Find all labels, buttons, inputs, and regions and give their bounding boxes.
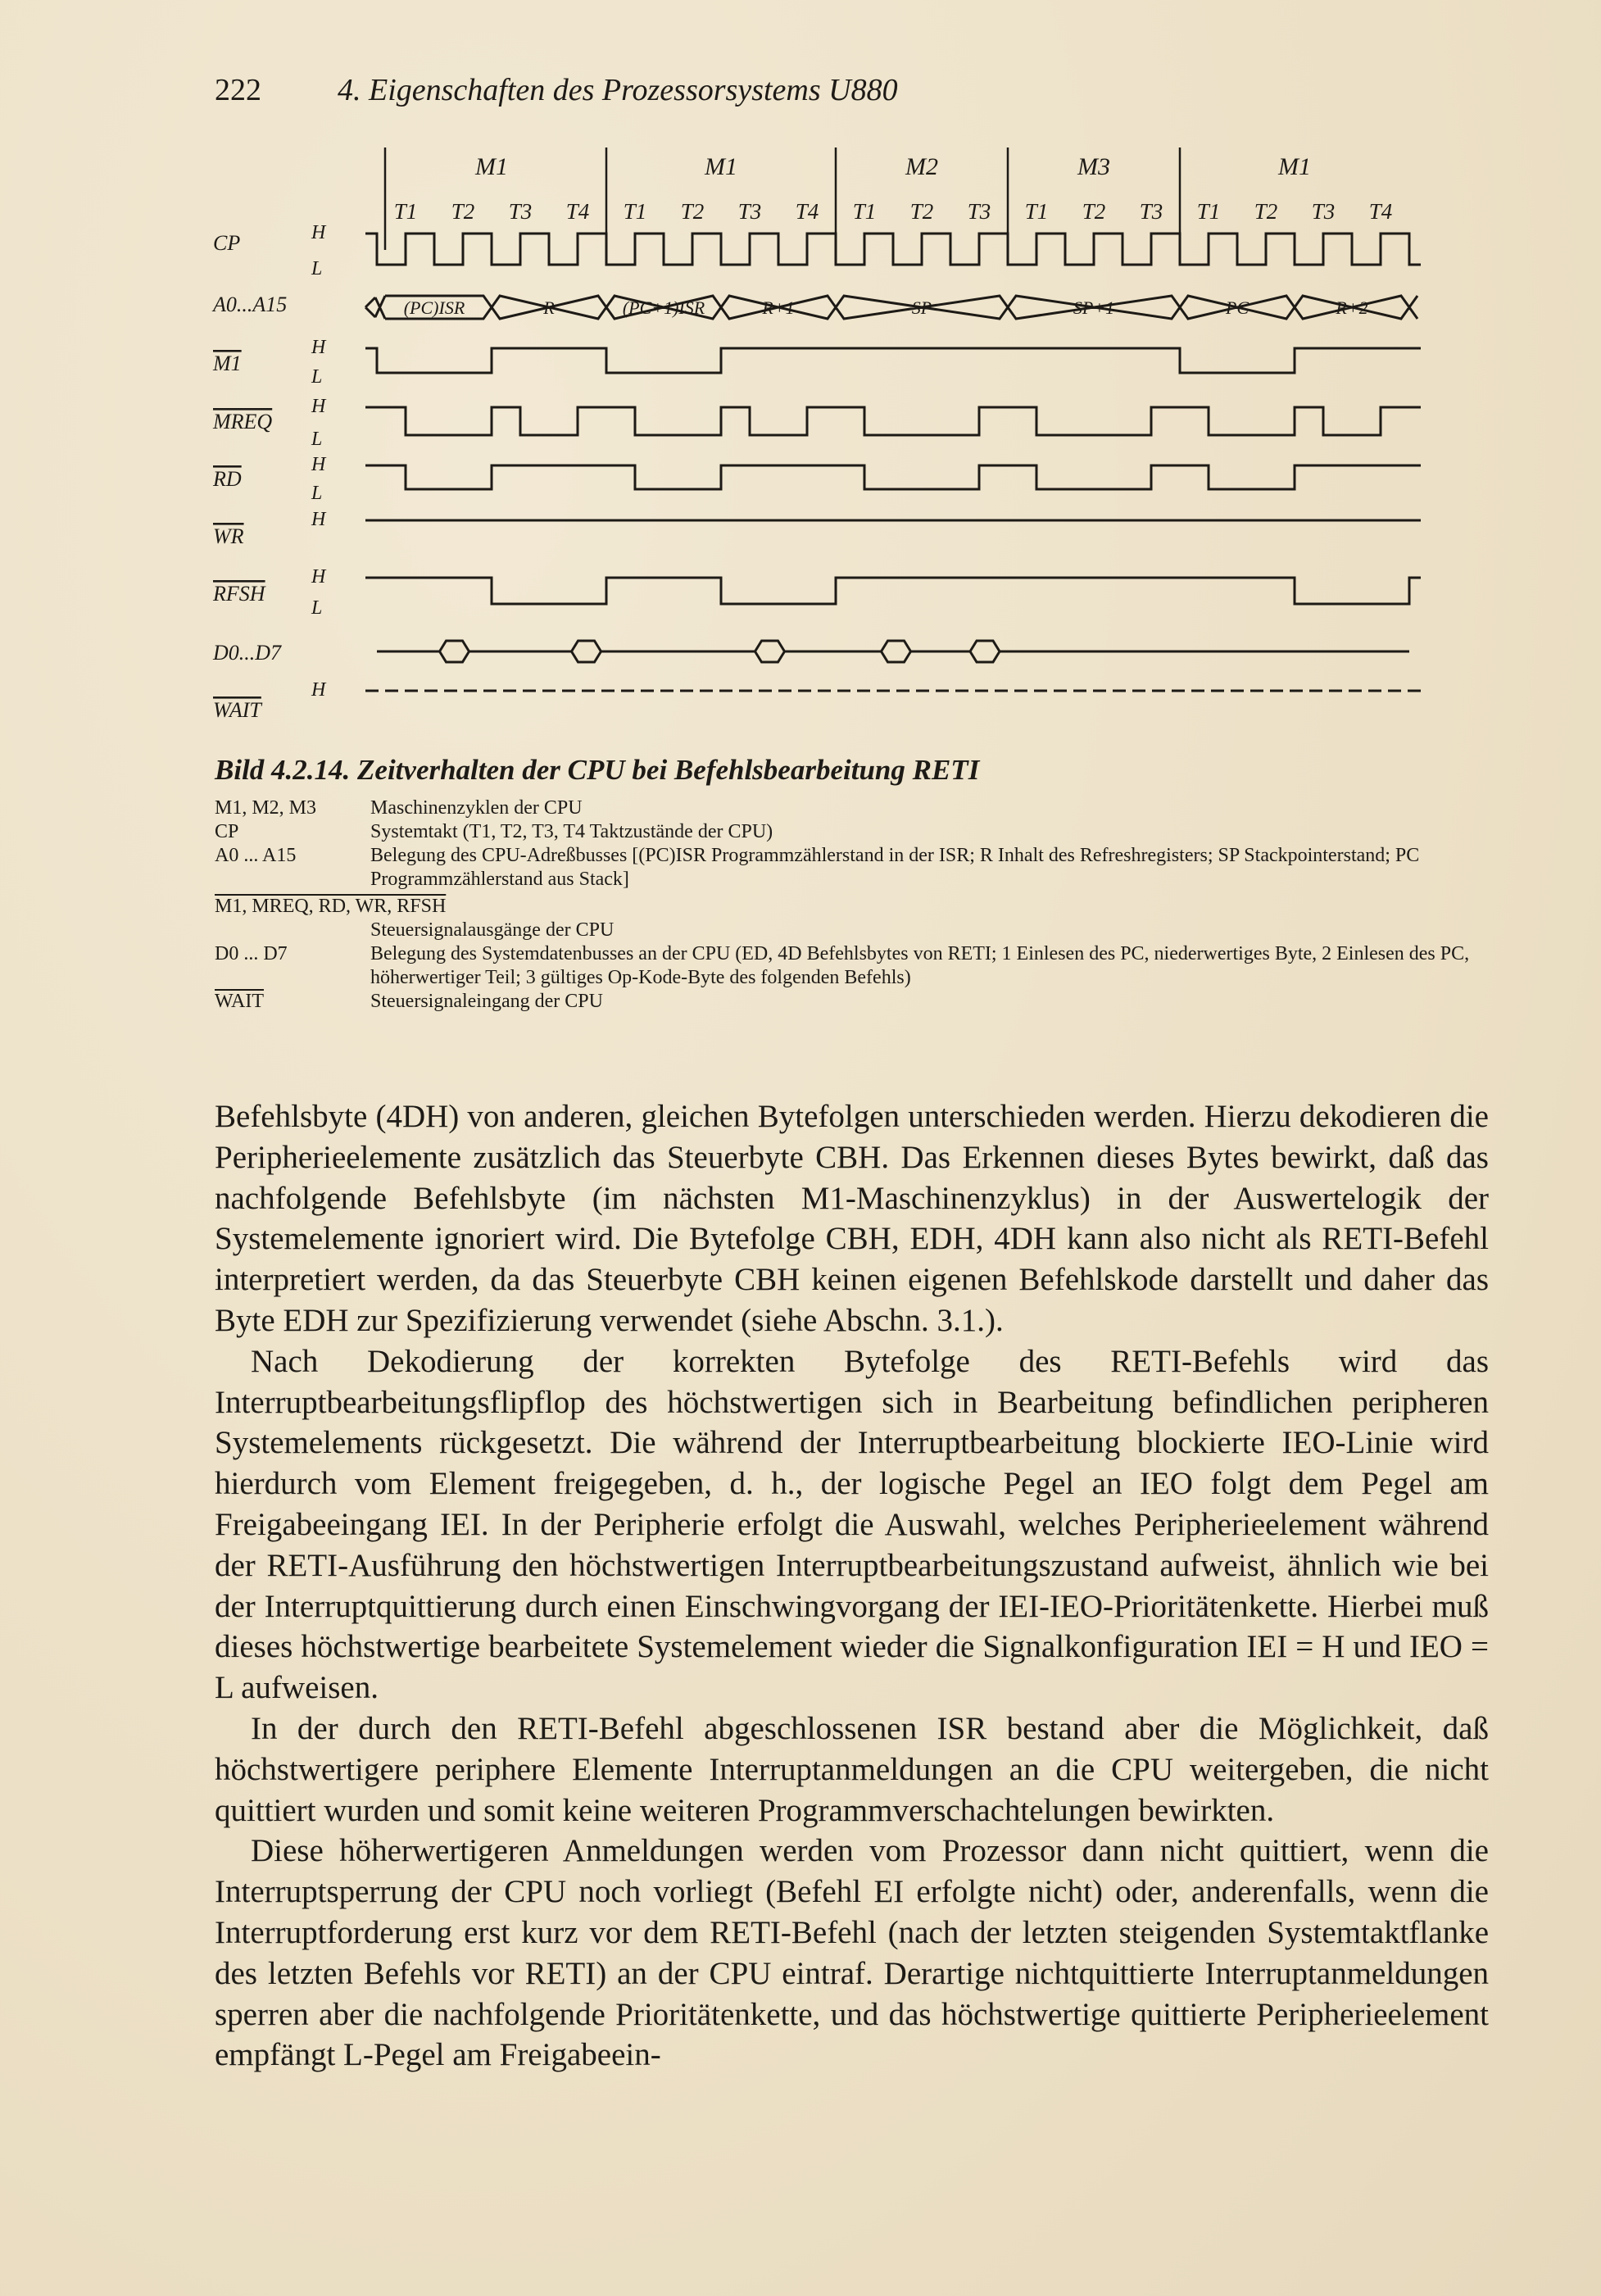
address-bus-label: R+1 — [762, 297, 795, 318]
t-state-label: T3 — [737, 199, 762, 224]
mreq-waveform — [365, 407, 1421, 435]
paragraph: In der durch den RETI-Befehl abgeschlossenen ISR bestand aber die Möglichkeit, daß höchstwertigere periphere Elemente Interruptanmeldungen an die CPU weitergeben, die nicht quittiert wurden und somit keine weiteren Programmverschachtelungen bewirkten. — [215, 1710, 1489, 1828]
signal-label: MREQ — [213, 410, 273, 433]
paragraph: Nach Dekodierung der korrekten Bytefolge des RETI-Befehls wird das Interruptbearbeitungsflipflop des höchstwertigen sich in Bearbeitung befindlichen peripheren Systemelements rückgesetzt. Die während der Interruptbearbeitung blockierte IEO-Linie wird hierdurch vom Element freigegeben, d. h., der logische Pegel an IEO folgt dem Pegel am Freigabeeingang IEI. In der Peripherie erfolgt die Auswahl, welches Peripherieelement während der RETI-Ausführung den höchstwertigen Interruptbearbeitungszustand aufweist, ähnlich wie bei der Interruptquittierung durch einen Einschwingvorgang der IEI-IEO-Prioritätenkette. Hierbei muß dieses höchstwertige bearbeitete Systemelement wieder die Signalkonfiguration IEI = H und IEO = L aufweisen. — [215, 1343, 1489, 1706]
running-header — [215, 72, 898, 108]
timing-diagram — [197, 143, 1475, 750]
legend-row — [215, 990, 1493, 1014]
address-bus-label: PC — [1225, 297, 1250, 318]
level-low-label: L — [311, 429, 323, 450]
level-high-label: H — [311, 396, 326, 417]
t-state-label: T3 — [1311, 199, 1336, 224]
data-bus-marker — [882, 641, 911, 662]
level-low-label: L — [311, 258, 323, 279]
address-bus-label: SP+1 — [1073, 297, 1115, 318]
level-low-label: L — [311, 483, 323, 504]
legend-row — [215, 844, 1493, 892]
legend-symbol: A0 ... A15 — [215, 845, 297, 866]
t-state-label: T4 — [795, 199, 819, 224]
signal-label: RD — [213, 467, 242, 491]
legend-text: Systemtakt (T1, T2, T3, T4 Taktzustände der CPU) — [370, 821, 773, 842]
diagram-labels — [211, 153, 1392, 722]
data-bus-marker — [755, 641, 785, 662]
t-state-label: T1 — [852, 199, 877, 224]
t-state-label: T2 — [1254, 199, 1278, 224]
cycle-label: M3 — [1077, 153, 1110, 180]
address-bus-label: R — [543, 297, 555, 318]
rfsh-waveform — [365, 578, 1421, 604]
cycle-label: M2 — [905, 153, 938, 180]
legend-text: Maschinenzyklen der CPU — [370, 797, 583, 819]
paragraph: Diese höherwertigeren Anmeldungen werden vom Prozessor dann nicht quittiert, wenn die Interruptsperrung der CPU noch vorliegt (Befehl EI erfolgte nicht) oder, anderenfalls, wenn die Interruptforderung erst kurz vor dem RETI-Befehl (nach der letzten steigenden Systemtaktflanke des letzten Befehls vor RETI) an der CPU eintraf. Derartige nichtquittierte Interruptanmeldungen sperren aber die nachfolgende Prioritätenkette, und das höchstwertige quittierte Peripherieelement empfängt L-Pegel am Freigabeein- — [215, 1833, 1489, 2073]
t-state-label: T2 — [909, 199, 934, 224]
level-high-label: H — [311, 337, 326, 358]
cp-waveform — [365, 234, 1421, 265]
legend-text: Steuersignalausgänge der CPU — [370, 919, 615, 941]
level-high-label: H — [311, 222, 326, 243]
legend-symbol: WAIT — [215, 991, 264, 1012]
signal-label: RFSH — [213, 582, 265, 606]
body-text — [215, 1096, 1489, 2076]
level-high-label: H — [311, 454, 326, 475]
level-high-label: H — [311, 509, 326, 530]
figure-caption: Bild 4.2.14. Zeitverhalten der CPU bei Befehlsbearbeitung RETI — [215, 754, 980, 786]
signal-label: CP — [213, 231, 241, 255]
t-state-label: T1 — [623, 199, 647, 224]
legend-symbol: M1, M2, M3 — [215, 797, 317, 819]
legend-row — [215, 942, 1493, 990]
level-low-label: L — [311, 597, 323, 619]
t-state-label: T3 — [1139, 199, 1163, 224]
rd-waveform — [365, 465, 1421, 489]
paragraph: Befehlsbyte (4DH) von anderen, gleichen Bytefolgen unterschieden werden. Hierzu dekodieren die Peripherieelemente zusätzlich das Steuerbyte CBH. Das Erkennen dieses Bytes bewirkt, daß das nachfolgende Befehlsbyte (im nächsten M1-Maschinenzyklus) in der Auswertelogik der Systemelemente ignoriert wird. Die Bytefolge CBH, EDH, 4DH kann also nicht als RETI-Befehl interpretiert werden, da das Steuerbyte CBH keinen eigenen Befehlskode darstellt und daher das Byte EDH zur Spezifizierung verwendet (siehe Abschn. 3.1.). — [215, 1099, 1489, 1338]
level-high-label: H — [311, 566, 326, 588]
legend-text: Belegung des CPU-Adreßbusses [(PC)ISR Programmzählerstand in der ISR; R Inhalt des Refreshregisters; SP Stackpointerstand; PC Programmzählerstand aus Stack] — [370, 845, 1420, 890]
t-state-label: T4 — [565, 199, 590, 224]
t-state-label: T4 — [1368, 199, 1393, 224]
level-high-label: H — [311, 679, 326, 701]
level-low-label: L — [311, 366, 323, 388]
address-bus-label: R+2 — [1336, 297, 1368, 318]
cycle-label: M1 — [475, 153, 508, 180]
signal-label: D0...D7 — [213, 641, 282, 665]
page-number: 222 — [215, 73, 261, 107]
t-state-label: T1 — [1196, 199, 1221, 224]
t-state-label: T3 — [967, 199, 991, 224]
data-bus-marker — [440, 641, 469, 662]
legend-row — [215, 919, 1493, 942]
data-bus-marker — [970, 641, 1000, 662]
legend-row — [215, 895, 1493, 919]
signal-label: A0...A15 — [213, 293, 288, 316]
t-state-label: T3 — [508, 199, 533, 224]
figure-legend — [215, 796, 1493, 1014]
address-bus-label: (PC)ISR — [403, 297, 465, 318]
signal-label: M1 — [213, 352, 242, 375]
address-bus-label: (PC+1)ISR — [622, 297, 705, 318]
legend-symbol: M1, MREQ, RD, WR, RFSH — [215, 896, 447, 917]
address-bus-label: SP — [911, 297, 932, 318]
cycle-label: M1 — [705, 153, 737, 180]
legend-text: Steuersignaleingang der CPU — [370, 991, 603, 1012]
legend-symbol: CP — [215, 821, 239, 842]
t-state-label: T2 — [451, 199, 475, 224]
m1-waveform — [365, 348, 1421, 373]
t-state-label: T1 — [393, 199, 418, 224]
legend-text: Belegung des Systemdatenbusses an der CPU (ED, 4D Befehlsbytes von RETI; 1 Einlesen des PC, niederwertiges Byte, 2 Einlesen des PC, höherwertiger Teil; 3 gültiges Op-Kode-Byte des folgenden Befehls) — [370, 943, 1470, 988]
address-bus-waveform — [365, 296, 1417, 319]
legend-row — [215, 796, 1493, 820]
signal-label: WAIT — [213, 698, 261, 722]
t-state-label: T1 — [1024, 199, 1049, 224]
t-state-label: T2 — [680, 199, 705, 224]
legend-row — [215, 820, 1493, 844]
cycle-label: M1 — [1278, 153, 1311, 180]
t-state-label: T2 — [1082, 199, 1106, 224]
legend-symbol: D0 ... D7 — [215, 943, 288, 964]
signal-label: WR — [213, 524, 244, 548]
chapter-title: 4. Eigenschaften des Prozessorsystems U880 — [338, 73, 898, 107]
diagram-waveforms — [365, 147, 1421, 691]
data-bus-marker — [572, 641, 601, 662]
